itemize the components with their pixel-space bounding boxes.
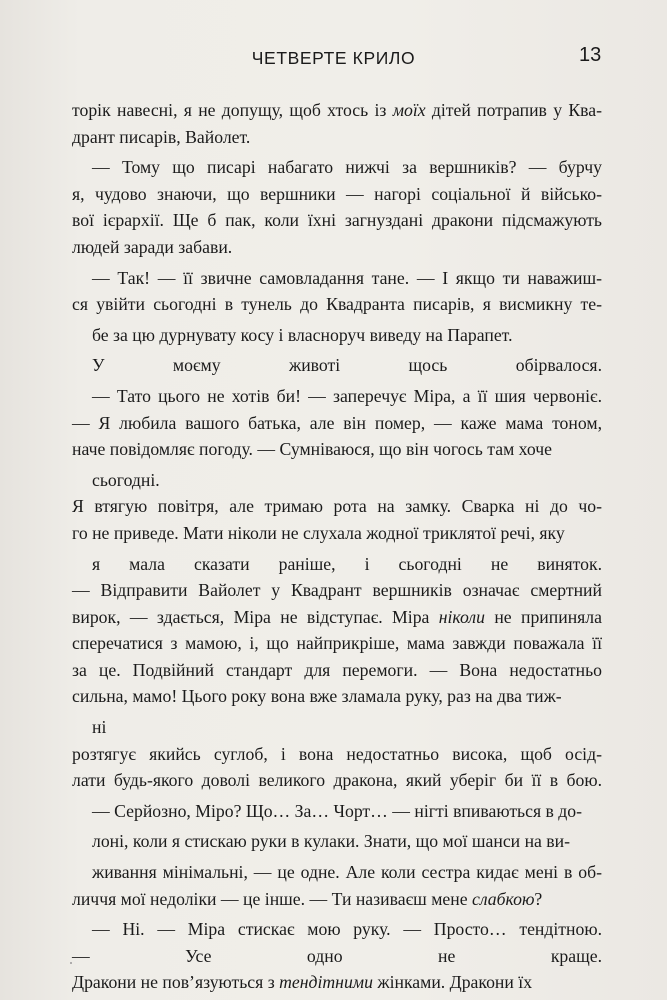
text-line: [72, 859, 602, 886]
text-line: [72, 493, 602, 520]
text-run: — Так! — її звичне самовладання тане. — І якщо ти наважиш-: [92, 267, 602, 288]
chapter-title: ЧЕТВЕРТЕ КРИЛО: [251, 48, 416, 68]
text-line: [72, 657, 602, 684]
text-run: — Тому що писарі набагато нижчі за вершників? — бурчу: [92, 157, 602, 178]
text-run: лоні, коли я стискаю руки в кулаки. Знати, що мої шанси на ви-: [92, 831, 571, 852]
text-line: [72, 916, 602, 943]
text-line: [72, 410, 602, 437]
text-run: я мала сказати раніше, і сьогодні не виняток.: [92, 553, 602, 574]
text-line: [72, 520, 602, 547]
text-line: [72, 969, 602, 996]
text-run: за це. Подвійний стандарт для перемоги. — Вона недостатньо: [72, 659, 602, 680]
text-line: [72, 577, 602, 604]
text-line: [72, 154, 602, 181]
italic-text: моїх: [392, 100, 426, 120]
italic-text: слабкою: [471, 888, 535, 909]
text-run: сильна, мамо! Цього року вона вже зламала руку, раз на два тиж-: [72, 686, 562, 707]
text-run: — Я любила вашого батька, але він помер, — каже мама тоном,: [72, 412, 602, 433]
text-run: наче повідомляє погоду. — Сумніваюся, що він чогось там хоче: [72, 439, 552, 460]
text-line: [72, 291, 602, 318]
text-line: [72, 322, 602, 349]
running-head: [0, 44, 667, 74]
text-run: сперечатися з мамою, і, що найприкріше, мама завжди поважала її: [72, 633, 602, 654]
text-line: [72, 741, 602, 768]
text-run: У моєму животі щось обірвалося.: [92, 355, 602, 376]
text-run: вої ієрархії. Ще б пак, коли їхні загнуздані дракони підсмажують: [72, 210, 602, 231]
text-run: — Відправити Вайолет у Квадрант вершників означає смертний: [72, 580, 602, 601]
text-run: сьогодні.: [92, 469, 160, 490]
text-run: ся увійти сьогодні в тунель до Квадранта писарів, я висмикну те-: [72, 294, 602, 315]
paper-speck: [70, 962, 72, 964]
text-run: — Тато цього не хотів би! — заперечує Міра, а її шия червоніє.: [92, 385, 602, 406]
text-line: [72, 630, 602, 657]
text-line: [72, 714, 602, 741]
text-run: бе за цю дурнувату косу і власноруч виведу на Парапет.: [92, 324, 513, 345]
text-line: [72, 352, 602, 379]
text-line: [72, 181, 602, 208]
text-line: [72, 798, 602, 825]
text-line: [72, 436, 602, 463]
text-line: [72, 467, 602, 494]
text-run: Дракони не пов’язуються з: [72, 972, 280, 993]
text-line: [72, 828, 602, 855]
text-run: жінками. Дракони їх: [372, 972, 533, 993]
text-line: [72, 551, 602, 578]
text-run: лати будь-якого доволі великого дракона, який уберіг би її в бою.: [72, 770, 602, 791]
text-run: ?: [534, 888, 543, 909]
text-line: [72, 97, 602, 124]
text-run: го не приведе. Мати ніколи не слухала жодної триклятої речі, яку: [72, 522, 565, 543]
text-run: — Ні. — Міра стискає мою руку. — Просто… тендітною.: [92, 919, 602, 940]
text-line: [72, 604, 602, 631]
text-run: не припиняла: [484, 606, 602, 627]
text-run: розтягує якийсь суглоб, і вона недостатньо висока, щоб осід-: [72, 743, 602, 764]
text-line: [72, 207, 602, 234]
text-line: [72, 767, 602, 794]
text-run: торік навесні, я не допущу, щоб хтось із: [72, 100, 393, 120]
text-run: живання мінімальні, — це одне. Але коли сестра кидає мені в об-: [92, 862, 602, 883]
text-run: — Усе одно не краще.: [72, 945, 602, 966]
page-number: 13: [579, 44, 602, 66]
text-line: [72, 683, 602, 710]
text-run: вирок, — здається, Міра не відступає. Міра: [72, 606, 439, 627]
text-line: [72, 124, 602, 151]
text-run: — Серйозно, Міро? Що… За… Чорт… — нігті впиваються в до-: [92, 800, 583, 821]
body-text: [72, 97, 602, 996]
text-line: [72, 265, 602, 292]
text-line: [72, 943, 602, 970]
text-run: дрант писарів, Вайолет.: [72, 126, 251, 147]
text-run: личчя мої недоліки — це інше. — Ти називаєш мене: [72, 888, 472, 909]
text-run: ні: [92, 717, 107, 738]
text-line: [72, 383, 602, 410]
text-run: Я втягую повітря, але тримаю рота на замку. Сварка ні до чо-: [72, 496, 602, 517]
text-line: [72, 886, 602, 913]
text-run: я, чудово знаючи, що вершники — нагорі соціальної й військо-: [72, 183, 602, 204]
text-run: людей заради забави.: [72, 236, 233, 257]
text-run: дітей потрапив у Ква-: [425, 100, 602, 120]
italic-text: тендітними: [279, 972, 373, 993]
italic-text: ніколи: [438, 606, 485, 627]
text-line: [72, 234, 602, 261]
